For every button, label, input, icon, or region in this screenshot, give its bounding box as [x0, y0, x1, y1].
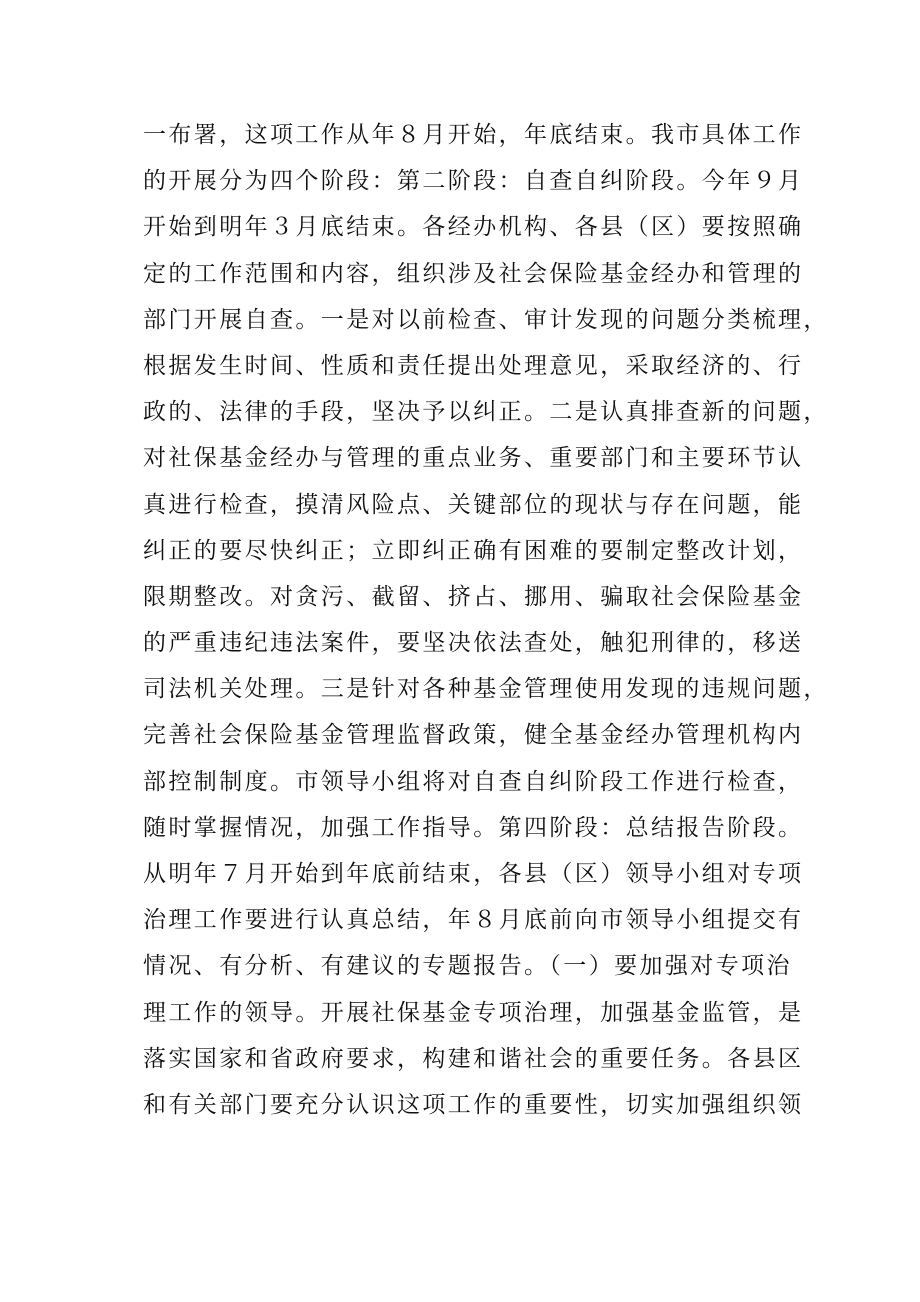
text-line: 政的、法律的手段，坚决予以纠正。二是认真排查新的问题， — [143, 399, 829, 426]
text-line: 理工作的领导。开展社保基金专项治理，加强基金监管，是 — [143, 999, 804, 1026]
text-line: 对社保基金经办与管理的重点业务、重要部门和主要环节认 — [143, 445, 804, 472]
text-line: 部控制制度。市领导小组将对自查自纠阶段工作进行检查， — [143, 768, 804, 795]
text-line: 治理工作要进行认真总结，年８月底前向市领导小组提交有 — [143, 907, 804, 934]
body-text — [143, 112, 829, 1128]
text-line: 限期整改。对贪污、截留、挤占、挪用、骗取社会保险基金 — [143, 583, 804, 610]
text-line: 的严重违纪违法案件，要坚决依法查处，触犯刑律的，移送 — [143, 630, 804, 657]
text-line: 随时掌握情况，加强工作指导。第四阶段：总结报告阶段。 — [143, 814, 804, 841]
text-line: 定的工作范围和内容，组织涉及社会保险基金经办和管理的 — [143, 260, 804, 287]
text-line: 完善社会保险基金管理监督政策，健全基金经办管理机构内 — [143, 722, 804, 749]
text-line: 纠正的要尽快纠正；立即纠正确有困难的要制定整改计划， — [143, 537, 804, 564]
text-line: 根据发生时间、性质和责任提出处理意见，采取经济的、行 — [143, 352, 804, 379]
text-line: 的开展分为四个阶段：第二阶段：自查自纠阶段。今年９月 — [143, 168, 804, 195]
text-line: 落实国家和省政府要求，构建和谐社会的重要任务。各县区 — [143, 1045, 804, 1072]
text-line: 和有关部门要充分认识这项工作的重要性，切实加强组织领 — [143, 1091, 804, 1118]
text-line: 司法机关处理。三是针对各种基金管理使用发现的违规问题， — [143, 676, 829, 703]
text-line: 开始到明年３月底结束。各经办机构、各县（区）要按照确 — [143, 214, 804, 241]
text-line: 情况、有分析、有建议的专题报告。（一）要加强对专项治 — [143, 953, 792, 980]
text-line: 一布署，这项工作从年８月开始，年底结束。我市具体工作 — [143, 122, 804, 148]
text-line: 部门开展自查。一是对以前检查、审计发现的问题分类梳理， — [143, 306, 829, 333]
text-line: 从明年７月开始到年底前结束，各县（区）领导小组对专项 — [143, 861, 804, 887]
text-line: 真进行检查，摸清风险点、关键部位的现状与存在问题，能 — [143, 491, 804, 518]
